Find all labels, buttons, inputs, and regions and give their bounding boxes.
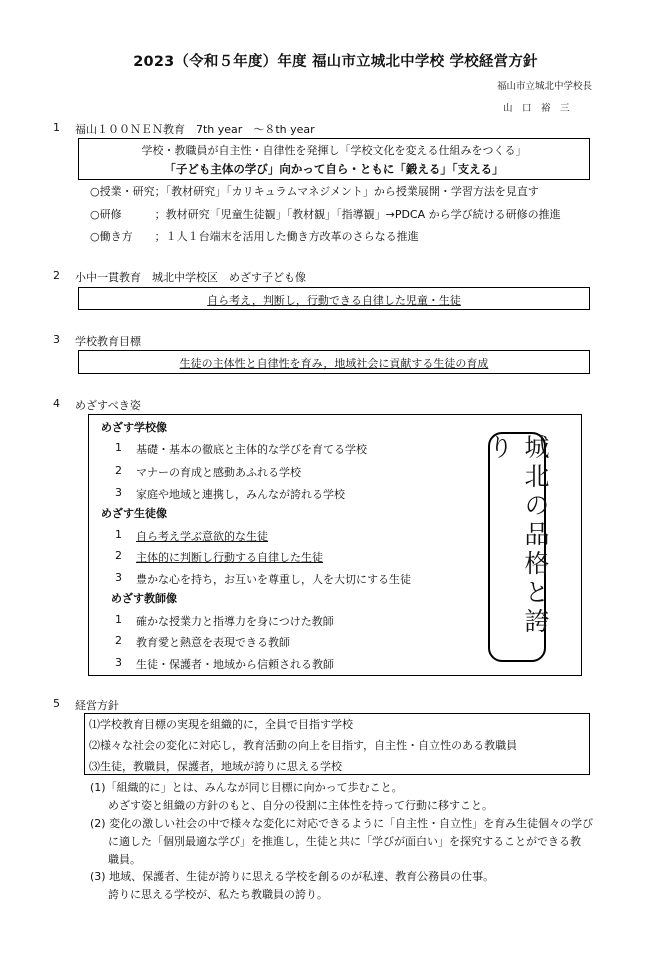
teacher-item-number: 2 (115, 634, 122, 647)
student-item-text: 主体的に判断し行動する自律した生徒 (136, 551, 323, 564)
student-item-number: 3 (115, 571, 122, 584)
teacher-item-text: 教育愛と熱意を表現できる教師 (136, 636, 290, 649)
section3-box (78, 350, 590, 374)
motto-text: 城北の品格と誇り (485, 434, 550, 637)
section1-item-training: ○研修 ；教材研究「児童生徒観」「教材観」「指導観」→PDCA から学び続ける研修の推進 (90, 208, 561, 221)
policy-note: (3) 地域、保護者、生徒が誇りに思える学校を創るのが私達、教育公務員の仕事。 (90, 870, 495, 883)
section5-box (84, 713, 590, 775)
student-item-text: 自ら考え学ぶ意欲的な生徒 (136, 530, 268, 543)
school-item-number: 2 (115, 464, 122, 477)
policy-item: ⑴学校教育目標の実現を組織的に，全員で目指す学校 (89, 718, 353, 731)
policy-note: 職員。 (108, 853, 141, 866)
policy-item: ⑶生徒，教職員，保護者，地域が誇りに思える学校 (89, 760, 342, 773)
policy-note: (1)「組織的に」とは、みんなが同じ目標に向かって歩むこと。 (90, 781, 403, 794)
teacher-image-heading: めざす教師像 (111, 592, 177, 605)
student-item-number: 2 (115, 549, 122, 562)
section4-heading: めざすべき姿 (75, 399, 141, 412)
section1-box-line2: 「子ども主体の学び」向かって自ら・ともに「鍛える」「支える」 (164, 162, 504, 176)
policy-note: 誇りに思える学校が、私たち教職員の誇り。 (108, 888, 328, 901)
section3-heading: 学校教育目標 (75, 335, 141, 348)
section3-box-text: 生徒の主体性と自律性を育み，地域社会に貢献する生徒の育成 (179, 357, 489, 370)
section3-number: 3 (53, 333, 60, 346)
page-title: 2023（令和５年度）年度 福山市立城北中学校 学校経営方針 (133, 54, 538, 70)
section4-number: 4 (53, 397, 60, 410)
teacher-item-number: 1 (115, 613, 122, 626)
student-item-text: 豊かな心を持ち，お互いを尊重し，人を大切にする生徒 (136, 573, 411, 586)
school-item-number: 1 (115, 441, 122, 454)
section2-heading: 小中一貫教育 城北中学校区 めざす子ども像 (75, 271, 306, 284)
section1-box-line1: 学校・教職員が自主性・自律性を発揮し「学校文化を変える仕組みをつくる」 (141, 144, 527, 157)
section2-number: 2 (53, 269, 60, 282)
teacher-item-text: 確かな授業力と指導力を身につけた教師 (136, 615, 334, 628)
policy-note: (2) 変化の激しい社会の中で様々な変化に対応できるように「自主性・自立性」を育み生徒個々の学び (90, 817, 594, 830)
student-image-heading: めざす生徒像 (101, 507, 167, 520)
teacher-item-text: 生徒・保護者・地域から信頼される教師 (136, 658, 334, 671)
section1-item-research: ○授業・研究；「教材研究」「カリキュラムマネジメント」から授業展開・学習方法を見直す (90, 185, 539, 198)
teacher-item-number: 3 (115, 656, 122, 669)
section1-number: 1 (53, 121, 60, 134)
school-item-text: 家庭や地域と連携し，みんなが誇れる学校 (136, 488, 345, 501)
section1-item-workstyle: ○働き方 ；１人１台端末を活用した働き方改革のさらなる推進 (90, 230, 419, 243)
section2-box (78, 287, 590, 310)
student-item-number: 1 (115, 528, 122, 541)
motto-plaque (485, 432, 550, 662)
policy-note: めざす姿と組織の方針のもと、自分の役割に主体性を持って行動に移すこと。 (108, 799, 493, 812)
section5-heading: 経営方針 (75, 699, 119, 712)
policy-note: に適した「個別最適な学び」を推進し，生徒と共に「学びが面白い」を探究することができる教 (108, 835, 581, 848)
section1-heading: 福山１００ＮＥＮ教育 7th year ～８th year (75, 123, 315, 136)
school-image-heading: めざす学校像 (101, 421, 167, 434)
section5-number: 5 (53, 697, 60, 710)
section1-box (78, 138, 590, 180)
author-name: 山 口 裕 三 (503, 103, 570, 114)
section2-box-text: 自ら考え，判断し，行動できる自律した児童・生徒 (207, 294, 461, 307)
school-item-number: 3 (115, 486, 122, 499)
school-item-text: マナーの育成と感動あふれる学校 (136, 466, 301, 479)
author-role: 福山市立城北中学校長 (497, 81, 593, 92)
school-item-text: 基礎・基本の徹底と主体的な学びを育てる学校 (136, 443, 367, 456)
policy-item: ⑵様々な社会の変化に対応し，教育活動の向上を目指す，自主性・自立性のある教職員 (89, 739, 518, 752)
